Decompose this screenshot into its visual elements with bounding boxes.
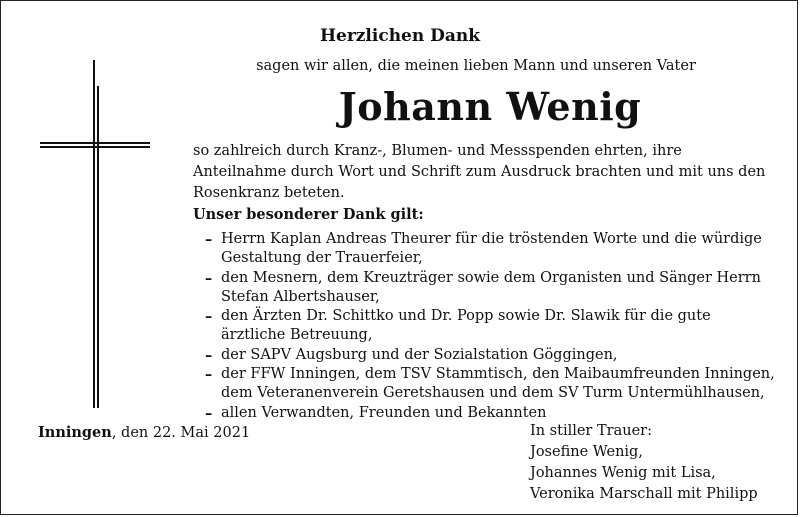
list-item-line: dem Veteranenverein Geretshausen und dem SV Turm Untermühlhausen,: [221, 385, 765, 402]
dash-bullet: –: [205, 366, 213, 384]
place-date: [38, 424, 250, 441]
list-item-line: Gestaltung der Trauerfeier,: [221, 250, 423, 267]
list-item-line: der SAPV Augsburg und der Sozialstation Göggingen,: [221, 346, 618, 363]
list-item-line: den Ärzten Dr. Schittko und Dr. Popp sowie Dr. Slawik für die gute: [221, 308, 711, 325]
mourner-name: Johannes Wenig mit Lisa,: [530, 465, 716, 481]
list-item-line: ärztliche Betreuung,: [221, 327, 373, 344]
mourners-block: [530, 421, 758, 505]
mourner-name: Josefine Wenig,: [530, 444, 643, 460]
notice-heading: Herzlichen Dank: [319, 26, 481, 46]
special-thanks-heading: Unser besonderer Dank gilt:: [193, 206, 424, 223]
notice-subheading: sagen wir allen, die meinen lieben Mann und unseren Vater: [256, 58, 696, 74]
list-item-line: allen Verwandten, Freunden und Bekannten: [221, 404, 547, 421]
list-item-line: der FFW Inningen, dem TSV Stammtisch, den Maibaumfreunden Inningen,: [221, 366, 775, 383]
list-item: [205, 230, 795, 269]
intro-line: so zahlreich durch Kranz-, Blumen- und Messspenden ehrten, ihre: [193, 143, 682, 159]
list-item-line: den Mesnern, dem Kreuzträger sowie dem Organisten und Sänger Herrn: [221, 269, 761, 286]
dash-bullet: –: [205, 346, 213, 364]
list-item: [205, 307, 795, 346]
dash-bullet: –: [205, 308, 213, 326]
place-name: Inningen: [38, 424, 112, 441]
list-item-line: Herrn Kaplan Andreas Theurer für die tröstenden Worte und die würdige: [221, 231, 762, 247]
intro-line: Anteilnahme durch Wort und Schrift zum Ausdruck brachten und mit uns den: [193, 164, 766, 180]
mourner-name: Veronika Marschall mit Philipp: [530, 486, 758, 502]
dash-bullet: –: [205, 231, 213, 248]
dash-bullet: –: [205, 269, 213, 287]
list-item: [205, 365, 795, 404]
list-item: [205, 269, 795, 308]
thanks-list: [205, 230, 795, 423]
deceased-name: Johann Wenig: [338, 84, 642, 129]
dash-bullet: –: [205, 404, 213, 422]
date-text: , den 22. Mai 2021: [111, 425, 251, 441]
intro-line: Rosenkranz beteten.: [193, 185, 345, 201]
list-item: [205, 346, 795, 365]
mourners-heading: In stiller Trauer:: [530, 423, 652, 439]
list-item-line: Stefan Albertshauser,: [221, 288, 380, 305]
latin-cross-icon: [38, 60, 153, 408]
intro-text: [193, 141, 793, 204]
